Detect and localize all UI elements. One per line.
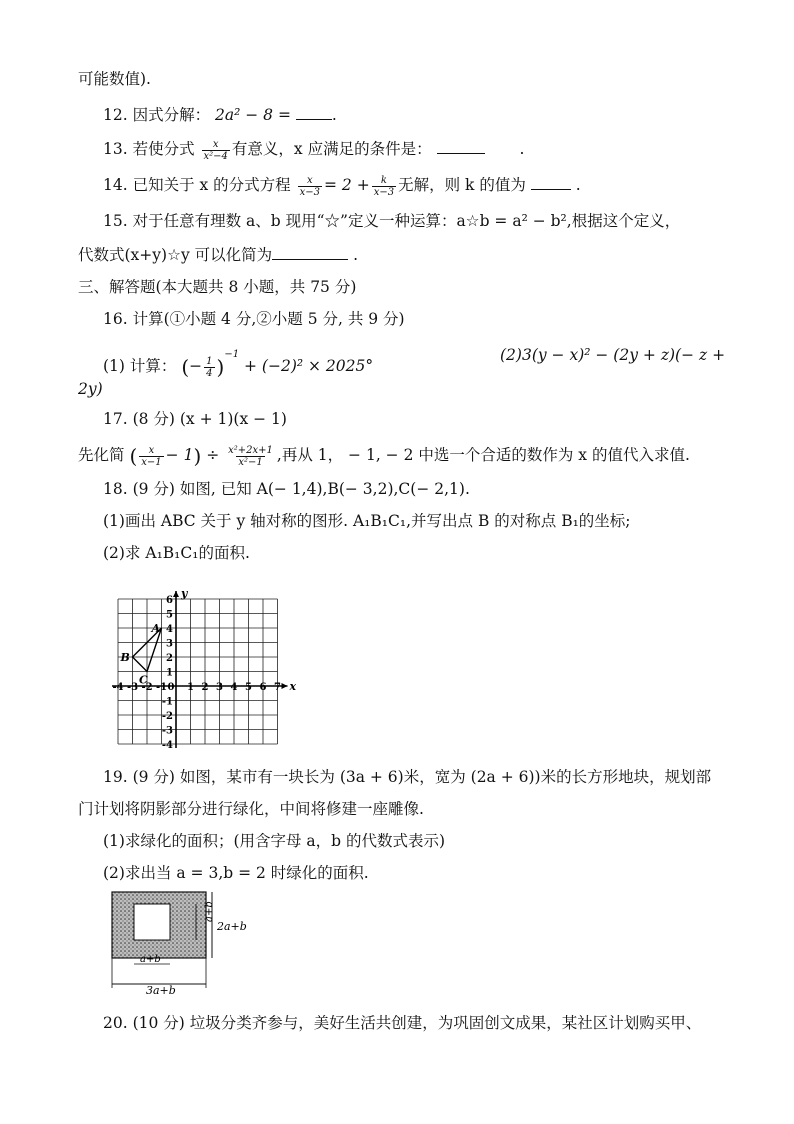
question-16-part-2: (2)3(y − x)² − (2y + z)(− z + (500, 346, 726, 364)
question-13 (103, 138, 524, 162)
grid-lines (112, 591, 288, 748)
q16-1-denominator: 4 (206, 367, 213, 379)
inner-bottom-label: a+b (140, 954, 161, 965)
width-label: 3a+b (146, 984, 176, 997)
text-line-continuation: 可能数值). (78, 70, 151, 88)
right-paren: ) (193, 444, 202, 468)
question-18-part-1: (1)画出 ABC 关于 y 轴对称的图形. A₁B₁C₁,并写出点 B 的对称点 B₁的坐标; (103, 512, 631, 530)
question-19: 19. (9 分) 如图，某市有一块长为 (3a + 6)米，宽为 (2a + 6))米的长方形地块，规划部 (103, 768, 712, 786)
q13-denominator: x²−4 (203, 150, 228, 162)
coordinate-grid-figure (110, 574, 297, 754)
q13-end: . (519, 140, 525, 158)
x-tick-label: 3 (216, 682, 223, 693)
y-tick-label: 5 (166, 609, 173, 621)
q17-label: 先化简 (78, 446, 125, 464)
y-tick-label: 6 (166, 595, 173, 606)
x-tick-label: -4 (112, 682, 124, 693)
question-17: 17. (8 分) (x + 1)(x − 1) (103, 410, 287, 428)
x-tick-label: -3 (126, 682, 139, 693)
q16-1-expression: + (−2)² × 2025° (244, 357, 374, 375)
y-axis-arrow (173, 591, 179, 597)
q14-text: 无解，则 k 的值为 (398, 176, 526, 194)
point-label-a: A (151, 622, 161, 635)
y-tick-label: -3 (161, 725, 173, 737)
y-tick-label: 3 (166, 638, 173, 650)
y-tick-label: 2 (166, 653, 173, 664)
statue-square (134, 904, 170, 940)
x-axis-arrow (282, 683, 288, 689)
q17-numerator-1: x (148, 444, 155, 456)
x-axis-label: x (289, 680, 297, 693)
q14-fraction-2 (372, 175, 396, 198)
question-16-part-2-cont: 2y) (78, 380, 103, 398)
point-label-c: C (139, 673, 148, 687)
q15-end: . (353, 246, 359, 264)
question-18-part-2: (2)求 A₁B₁C₁的面积. (103, 544, 250, 562)
q12-end: . (331, 106, 337, 124)
q17-fraction-1 (139, 445, 163, 468)
question-16-part-1: (1) 计算： (− $\frac{1}{4}$ )$^{-1}$ + (−2)² × 2025° (103, 349, 374, 379)
y-tick-label: -4 (161, 740, 173, 751)
question-14 (103, 174, 581, 198)
q13-label: 13. 若使分式 (103, 140, 195, 158)
left-paren: ( (129, 444, 138, 468)
q17-text: ,再从 1， − 1, − 2 中选一个合适的数作为 x 的值代入求值. (276, 446, 690, 464)
q16-1-numerator: 1 (206, 355, 213, 367)
q13-answer-blank[interactable] (437, 139, 485, 154)
q14-denominator-1: x−3 (299, 186, 321, 198)
question-19-part-1: (1)求绿化的面积；(用含字母 a，b 的代数式表示) (103, 832, 446, 850)
point-label-b: B (120, 651, 130, 664)
q15-answer-blank[interactable] (272, 245, 348, 260)
question-20: 20. (10 分) 垃圾分类齐参与，美好生活共创建，为巩固创文成果，某社区计划购买甲、 (103, 1014, 702, 1032)
q13-fraction (202, 139, 230, 162)
q13-text: 有意义，x 应满足的条件是： (231, 140, 432, 158)
q14-numerator-2: k (380, 174, 387, 186)
section-3-heading: 三、解答题(本大题共 8 小题，共 75 分) (78, 278, 357, 296)
x-tick-label: -2 (141, 682, 153, 693)
inner-side-label: a+b (204, 901, 215, 922)
height-label: 2a+b (217, 920, 247, 933)
q13-numerator: x (212, 138, 219, 150)
x-tick-label: 2 (201, 682, 209, 693)
x-tick-label: 0 (167, 682, 175, 693)
question-17-body (78, 444, 690, 468)
x-tick-label: -1 (155, 682, 168, 693)
q14-equation: = 2 + (324, 176, 370, 194)
question-19-cont: 门计划将阴影部分进行绿化，中间将修建一座雕像. (78, 800, 424, 818)
q16-1-fraction (204, 356, 214, 379)
question-12 (103, 104, 337, 126)
q14-label: 14. 已知关于 x 的分式方程 (103, 176, 291, 194)
x-tick-label: 6 (259, 682, 267, 693)
q17-minus-one: − 1 (165, 446, 194, 464)
y-tick-label: -1 (161, 696, 173, 708)
q17-denominator-1: x−1 (141, 456, 162, 468)
y-tick-label: -2 (161, 711, 173, 722)
q15-text: 代数式(x+y)☆y 可以化简为 (78, 246, 273, 264)
q16-1-label: (1) 计算： (103, 357, 177, 375)
q14-end: . (575, 176, 581, 194)
q14-answer-blank[interactable] (531, 175, 571, 190)
q14-fraction-1 (298, 175, 322, 198)
y-tick-label: 1 (166, 667, 173, 679)
x-tick-label: 1 (187, 682, 194, 693)
x-tick-label: 5 (245, 682, 252, 693)
q17-numerator-2: x²+2x+1 (228, 444, 273, 456)
question-15-line-2 (78, 244, 358, 266)
y-tick-label: 4 (166, 624, 173, 635)
question-18: 18. (9 分) 如图, 已知 A(− 1,4),B(− 3,2),C(− 2,1). (103, 480, 470, 498)
q12-expression: 2a² − 8 = (215, 106, 291, 124)
question-15-line-1: 15. 对于任意有理数 a、b 现用“☆”定义一种运算：a☆b = a² − b²,根据这个定义， (103, 212, 681, 230)
left-paren: ( (181, 355, 190, 379)
question-19-part-2: (2)求出当 a = 3,b = 2 时绿化的面积. (103, 864, 369, 882)
q14-denominator-2: x−3 (373, 186, 395, 198)
q12-answer-blank[interactable] (296, 105, 332, 120)
q14-numerator-1: x (307, 174, 313, 186)
q17-fraction-2 (226, 445, 275, 468)
q17-denominator-2: x²−1 (238, 456, 263, 468)
x-tick-label: 7 (274, 682, 281, 693)
q17-divide: ÷ (206, 446, 220, 464)
q12-label: 12. 因式分解： (103, 106, 211, 124)
x-tick-label: 4 (230, 682, 238, 693)
rectangle-plot-figure (100, 890, 270, 996)
grid-labels (112, 587, 296, 751)
question-16: 16. 计算(①小题 4 分,②小题 5 分, 共 9 分) (103, 310, 405, 328)
y-axis-label: y (181, 587, 188, 600)
right-paren: ) (216, 355, 225, 379)
